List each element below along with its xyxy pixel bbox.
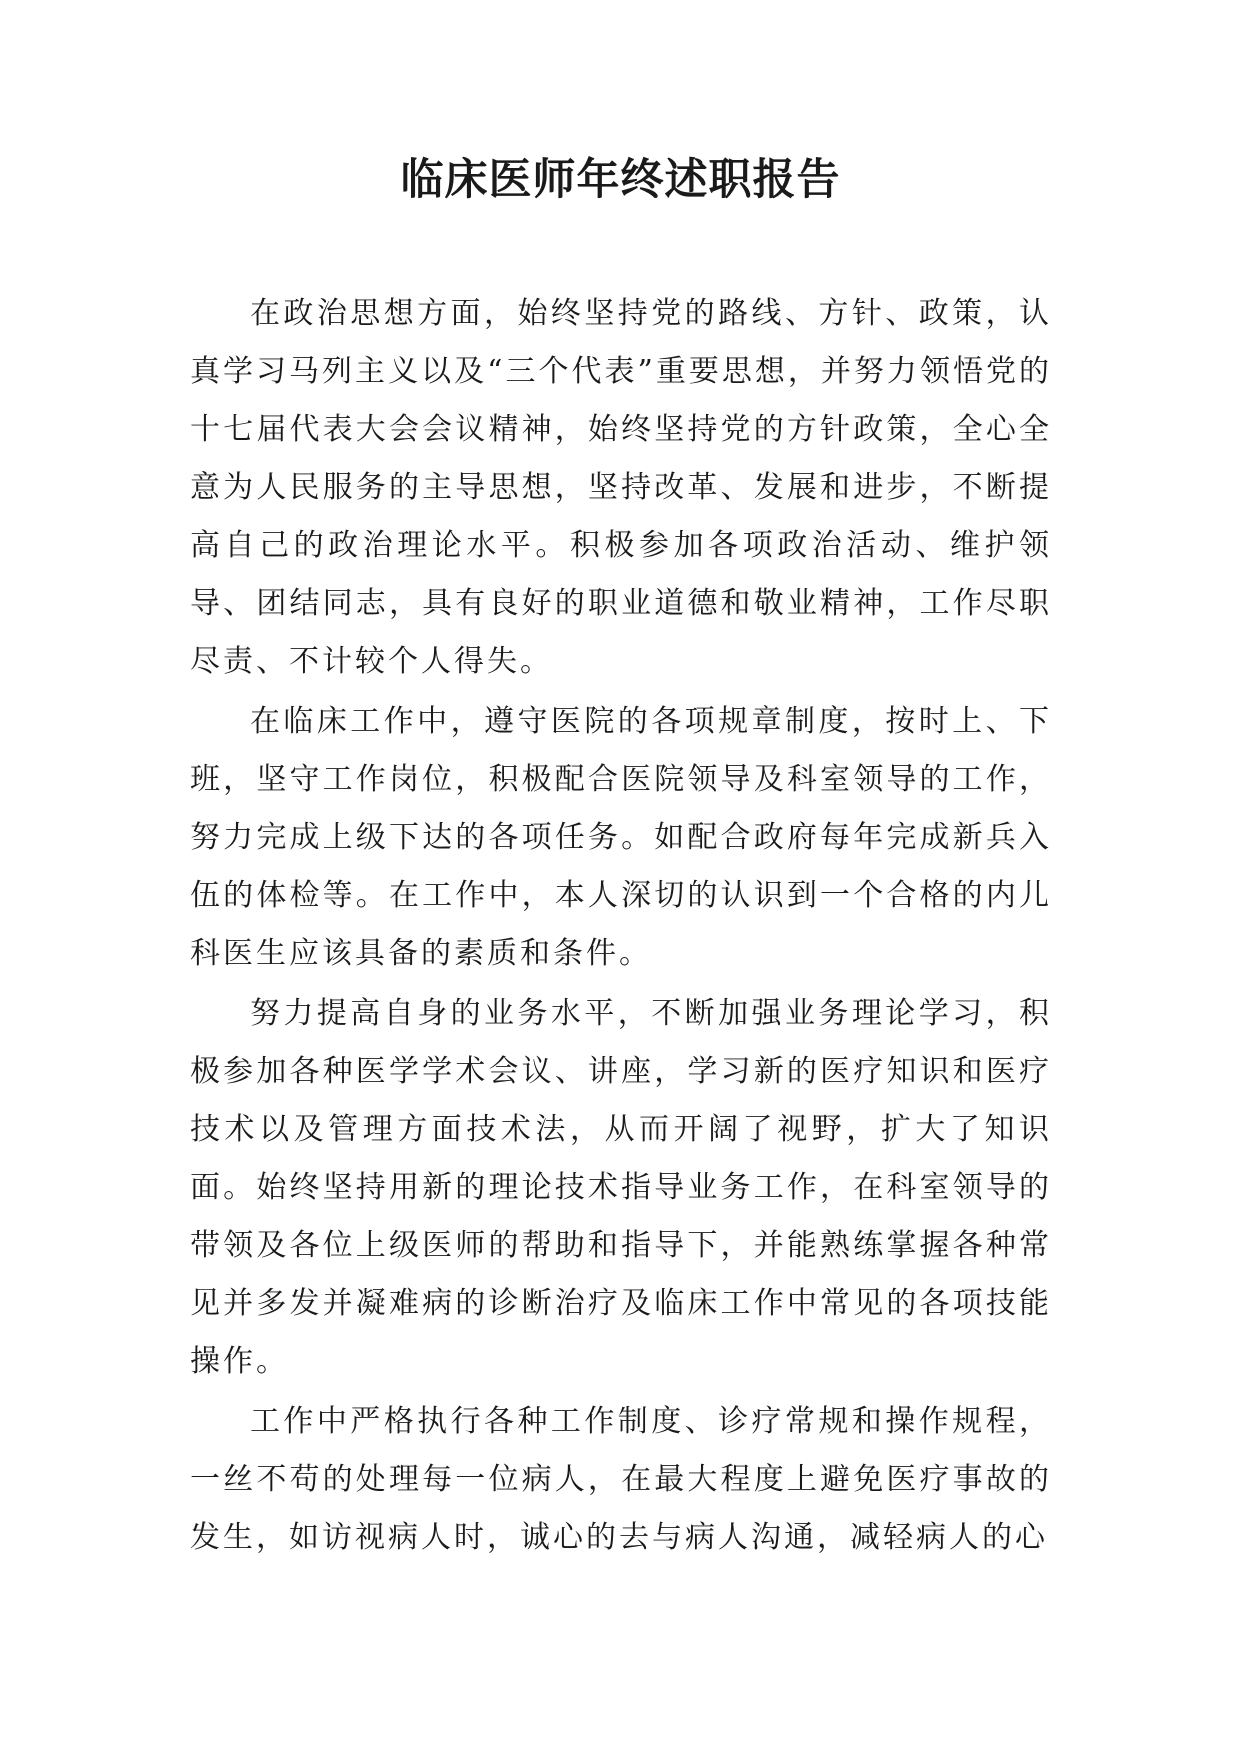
paragraph-professional-skills: 努力提高自身的业务水平，不断加强业务理论学习，积极参加各种医学学术会议、讲座，学习新的医疗知识和医疗技术以及管理方面技术法，从而开阔了视野，扩大了知识面。始终坚持用新的理论技术指导业务工作，在科室领导的带领及各位上级医师的帮助和指导下，并能熟练掌握各种常见并多发并凝难病的诊断治疗及临床工作中常见的各项技能操作。: [190, 996, 1052, 1379]
paragraph-clinical-work: 在临床工作中，遵守医院的各项规章制度，按时上、下班，坚守工作岗位，积极配合医院领导及科室领导的工作，努力完成上级下达的各项任务。如配合政府每年完成新兵入伍的体检等。在工作中，本人深切的认识到一个合格的内儿科医生应该具备的素质和条件。: [190, 704, 1052, 971]
paragraph-work-regulations: 工作中严格执行各种工作制度、诊疗常规和操作规程，一丝不苟的处理每一位病人，在最大程度上避免医疗事故的发生，如访视病人时，诚心的去与病人沟通，减轻病人的心: [190, 1404, 1052, 1555]
document-title: 临床医师年终述职报告: [400, 155, 841, 205]
paragraph-political-thought: 在政治思想方面，始终坚持党的路线、方针、政策，认真学习马列主义以及“三个代表”重要思想，并努力领悟党的十七届代表大会会议精神，始终坚持党的方针政策，全心全意为人民服务的主导思想，坚持改革、发展和进步，不断提高自己的政治理论水平。积极参加各项政治活动、维护领导、团结同志，具有良好的职业道德和敬业精神，工作尽职尽责、不计较个人得失。: [190, 296, 1052, 679]
document-body: [190, 285, 1052, 1567]
